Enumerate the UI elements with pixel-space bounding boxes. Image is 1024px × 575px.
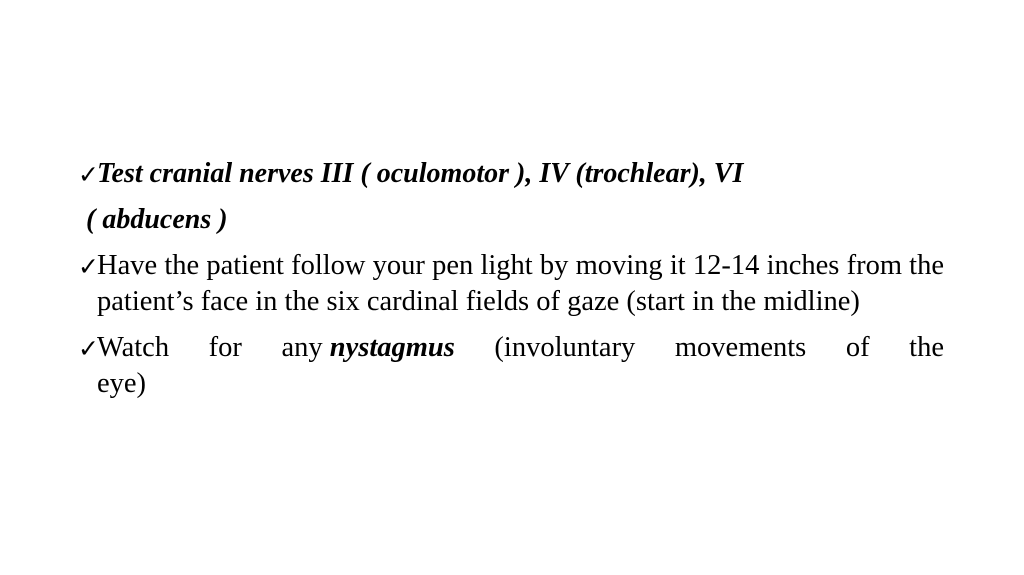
word: of [845, 332, 870, 363]
phrase-any-nystagmus [281, 330, 454, 366]
word: the [909, 332, 944, 363]
bullet-item-nystagmus [78, 330, 944, 402]
check-mark-icon: ✓ [78, 252, 99, 281]
word: (involuntary [494, 332, 636, 363]
bullet-text: Test cranial nerves III ( oculomotor ), IV (trochlear), VI [97, 158, 744, 189]
check-mark-icon: ✓ [78, 160, 99, 189]
word: for [208, 332, 242, 363]
bullet-text [97, 330, 944, 366]
emphasis-term: nystagmus [329, 332, 455, 363]
bullet-text-continuation: eye) [97, 368, 147, 399]
bullet-list [78, 153, 944, 402]
bullet-text-continuation: ( abducens ) [86, 204, 228, 235]
bullet-item-pen-light [78, 248, 944, 320]
bullet-item-cranial-nerves [78, 156, 944, 192]
bullet-text: Have the patient follow your pen light by moving it 12-14 inches from the patient’s face in the six cardinal fields of gaze (start in the midline) [97, 250, 944, 317]
check-mark-icon: ✓ [78, 334, 99, 363]
word: any [281, 332, 323, 363]
word: Watch [97, 332, 170, 363]
word: movements [674, 332, 807, 363]
